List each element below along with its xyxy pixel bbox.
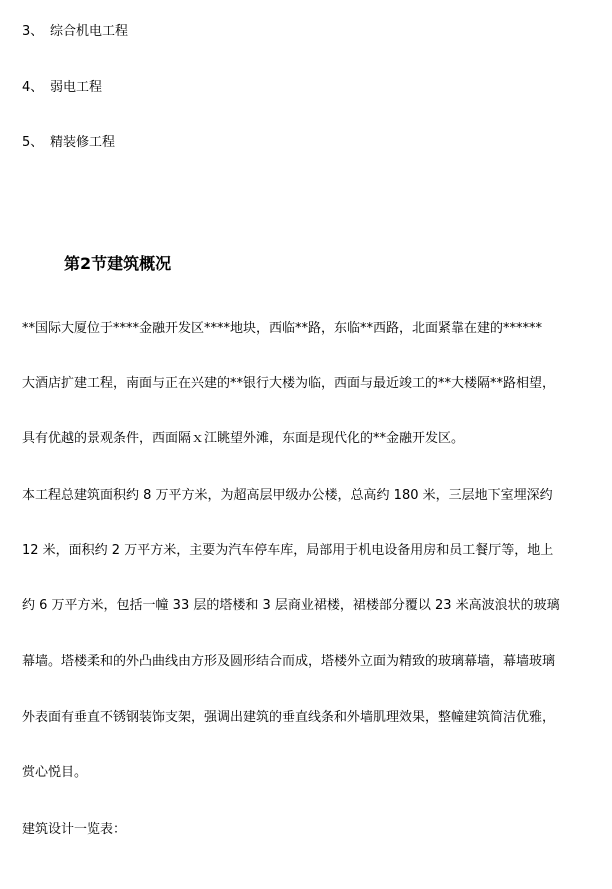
paragraph-line: 赏心悦目。 [22, 765, 88, 780]
list-number: 5、 [22, 135, 44, 150]
paragraph-line: 外表面有垂直不锈钢装饰支架，强调出建筑的垂直线条和外墙肌理效果，整幢建筑简洁优雅， [22, 710, 556, 725]
table-intro: 建筑设计一览表： [22, 822, 127, 837]
list-number: 4、 [22, 80, 44, 95]
paragraph-line: 12 米，面积约 2 万平方米，主要为汽车停车库，局部用于机电设备用房和员工餐厅等，地上 [22, 543, 554, 558]
list-item [22, 80, 102, 96]
paragraph-line: 约 6 万平方米，包括一幢 33 层的塔楼和 3 层商业裙楼，裙楼部分覆以 23 米高波浪状的玻璃 [22, 598, 560, 613]
section-heading: 第2节建筑概况 [64, 254, 172, 273]
paragraph-line: 具有优越的景观条件，西面隔ｘ江眺望外滩，东面是现代化的**金融开发区。 [22, 431, 465, 446]
paragraph-line: 大酒店扩建工程，南面与正在兴建的**银行大楼为临，西面与最近竣工的**大楼隔**路相望， [22, 376, 556, 391]
paragraph-line: **国际大厦位于****金融开发区****地块，西临**路，东临**西路，北面紧靠在建的****** [22, 321, 543, 336]
list-number: 3、 [22, 24, 44, 39]
list-text: 精装修工程 [50, 135, 116, 150]
list-item [22, 24, 128, 40]
list-text: 弱电工程 [50, 80, 103, 95]
list-item [22, 135, 115, 151]
paragraph-line: 本工程总建筑面积约 8 万平方米，为超高层甲级办公楼，总高约 180 米，三层地下室埋深约 [22, 488, 553, 503]
paragraph-line: 幕墙。塔楼柔和的外凸曲线由方形及圆形结合而成，塔楼外立面为精致的玻璃幕墙，幕墙玻璃 [22, 654, 556, 669]
list-text: 综合机电工程 [50, 24, 129, 39]
